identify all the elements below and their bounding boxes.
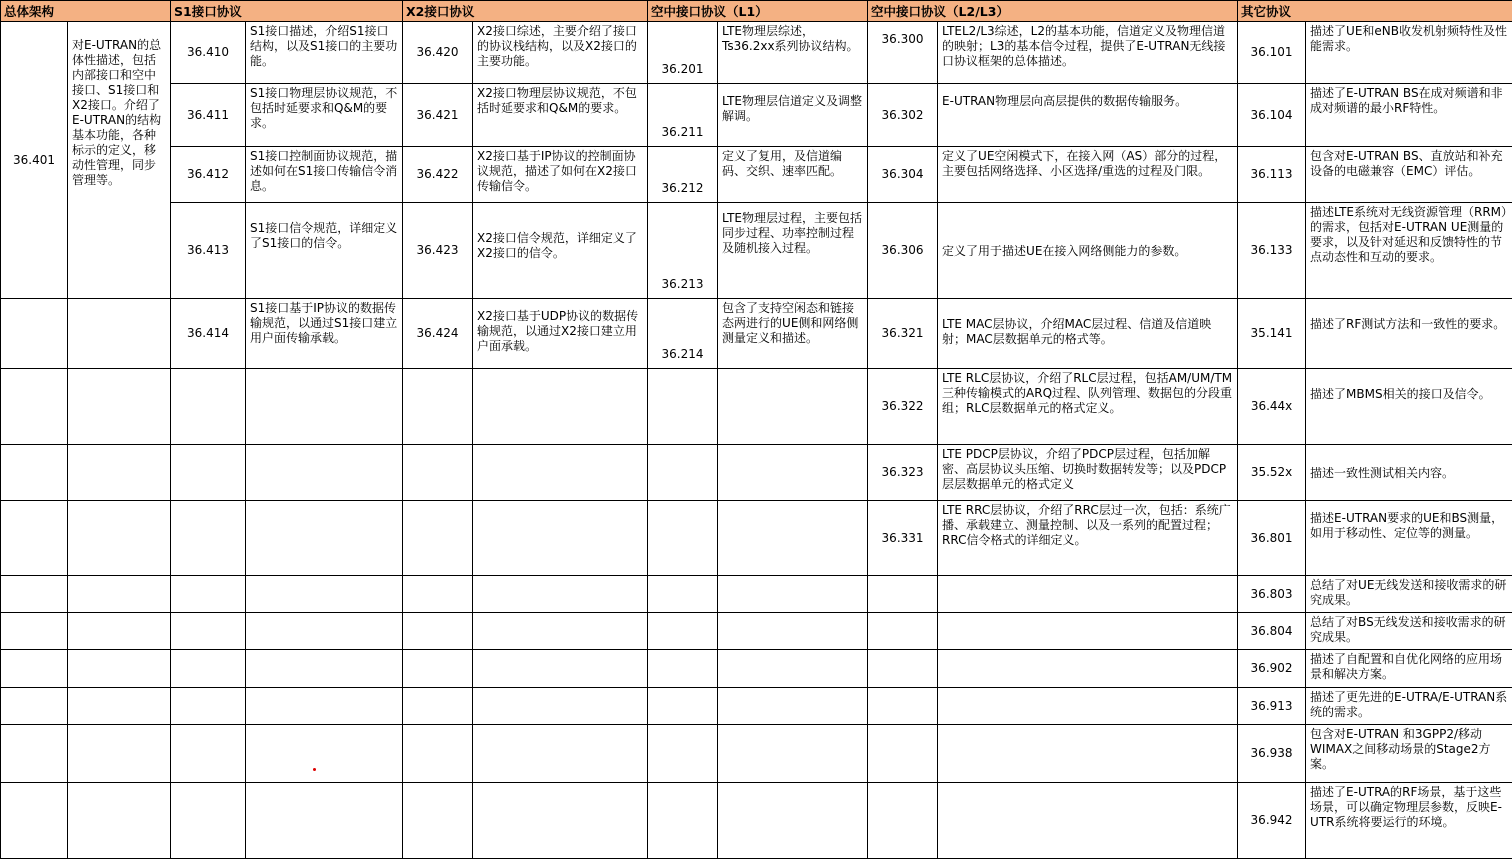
- header-other: 其它协议: [1238, 1, 1512, 22]
- other-desc: 描述了E-UTRA的RF场景，基于这些场景，可以确定物理层参数，反映E-UTR系统将要运行的环境。: [1306, 783, 1512, 859]
- other-num: 35.141: [1238, 299, 1306, 369]
- other-desc: 描述LTE系统对无线资源管理（RRM）的需求，包括对E-UTRAN UE测量的要求，以及针对延迟和反馈特性的节点动态性和互动的要求。: [1306, 203, 1512, 299]
- other-desc: 描述了UE和eNB收发机射频特性及性能需求。: [1306, 22, 1512, 84]
- other-num: 36.942: [1238, 783, 1306, 859]
- header-l1: 空中接口协议（L1）: [648, 1, 868, 22]
- table-row: [1, 688, 1512, 725]
- l1-num: 36.201: [648, 22, 718, 84]
- s1-num: 36.410: [171, 22, 246, 84]
- other-num: 36.803: [1238, 576, 1306, 613]
- x2-num: 36.420: [403, 22, 473, 84]
- other-desc: 描述了E-UTRAN BS在成对频谱和非成对频谱的最小RF特性。: [1306, 84, 1512, 147]
- other-num: 36.44x: [1238, 369, 1306, 445]
- header-overall: 总体架构: [1, 1, 171, 22]
- l23-desc: LTE MAC层协议，介绍MAC层过程、信道及信道映射；MAC层数据单元的格式等。: [938, 299, 1238, 369]
- l1-num: 36.212: [648, 147, 718, 203]
- other-num: 35.52x: [1238, 445, 1306, 501]
- l1-num: 36.213: [648, 203, 718, 299]
- x2-num: 36.424: [403, 299, 473, 369]
- table-row: [1, 147, 1512, 203]
- l1-desc: LTE物理层过程，主要包括同步过程、功率控制过程及随机接入过程。: [718, 203, 868, 299]
- l23-num: 36.331: [868, 501, 938, 576]
- other-num: 36.938: [1238, 725, 1306, 783]
- s1-desc: S1接口基于IP协议的数据传输规范，以通过S1接口建立用户面传输承载。: [246, 299, 403, 369]
- s1-desc: S1接口描述，介绍S1接口结构，以及S1接口的主要功能。: [246, 22, 403, 84]
- other-desc: 描述了MBMS相关的接口及信令。: [1306, 369, 1512, 445]
- other-desc: 总结了对UE无线发送和接收需求的研究成果。: [1306, 576, 1512, 613]
- l1-desc: LTE物理层信道定义及调整解调。: [718, 84, 868, 147]
- l23-num: 36.302: [868, 84, 938, 147]
- x2-num: 36.423: [403, 203, 473, 299]
- other-desc: 描述了自配置和自优化网络的应用场景和解决方案。: [1306, 650, 1512, 688]
- l23-desc: 定义了UE空闲模式下，在接入网（AS）部分的过程，主要包括网络选择、小区选择/重选的过程及门限。: [938, 147, 1238, 203]
- s1-desc: S1接口控制面协议规范，描述如何在S1接口传输信令消息。: [246, 147, 403, 203]
- s1-num: 36.412: [171, 147, 246, 203]
- s1-num: 36.411: [171, 84, 246, 147]
- s1-desc: S1接口信令规范，详细定义了S1接口的信令。: [246, 203, 403, 299]
- s1-desc: S1接口物理层协议规范，不包括时延要求和Q&M的要求。: [246, 84, 403, 147]
- l1-desc: 定义了复用，及信道编码、交织、速率匹配。: [718, 147, 868, 203]
- other-desc: 描述E-UTRAN要求的UE和BS测量，如用于移动性、定位等的测量。: [1306, 501, 1512, 576]
- other-desc: 描述了RF测试方法和一致性的要求。: [1306, 299, 1512, 369]
- x2-desc: X2接口综述，主要介绍了接口的协议栈结构，以及X2接口的主要功能。: [473, 22, 648, 84]
- table-row: [1, 203, 1512, 299]
- other-desc: 包含对E-UTRAN 和3GPP2/移动WIMAX之间移动场景的Stage2方案。: [1306, 725, 1512, 783]
- l23-desc: LTEL2/L3综述，L2的基本功能，信道定义及物理信道的映射；L3的基本信令过程，提供了E-UTRAN无线接口协议框架的总体描述。: [938, 22, 1238, 84]
- red-dot-mark: [313, 768, 316, 771]
- l23-num: 36.322: [868, 369, 938, 445]
- other-num: 36.801: [1238, 501, 1306, 576]
- other-desc: 总结了对BS无线发送和接收需求的研究成果。: [1306, 613, 1512, 650]
- l1-desc: 包含了支持空闲态和链接态两进行的UE侧和网络侧测量定义和描述。: [718, 299, 868, 369]
- table-row: [1, 84, 1512, 147]
- other-num: 36.804: [1238, 613, 1306, 650]
- other-desc: 描述一致性测试相关内容。: [1306, 445, 1512, 501]
- l23-num: 36.300: [868, 22, 938, 84]
- l1-num: 36.214: [648, 299, 718, 369]
- other-desc: 描述了更先进的E-UTRA/E-UTRAN系统的需求。: [1306, 688, 1512, 725]
- x2-num: 36.421: [403, 84, 473, 147]
- table-row: [1, 299, 1512, 369]
- table-row: [1, 576, 1512, 613]
- table-row: [1, 445, 1512, 501]
- x2-desc: X2接口基于UDP协议的数据传输规范，以通过X2接口建立用户面承载。: [473, 299, 648, 369]
- l23-num: 36.306: [868, 203, 938, 299]
- l23-num: 36.323: [868, 445, 938, 501]
- other-num: 36.101: [1238, 22, 1306, 84]
- s1-num: 36.413: [171, 203, 246, 299]
- l23-num: 36.321: [868, 299, 938, 369]
- table-row: [1, 650, 1512, 688]
- other-desc: 包含对E-UTRAN BS、直放站和补充设备的电磁兼容（EMC）评估。: [1306, 147, 1512, 203]
- l23-desc: LTE RLC层协议，介绍了RLC层过程，包括AM/UM/TM三种传输模式的ARQ过程、队列管理、数据包的分段重组；RLC层数据单元的格式定义。: [938, 369, 1238, 445]
- x2-desc: X2接口物理层协议规范，不包括时延要求和Q&M的要求。: [473, 84, 648, 147]
- other-num: 36.913: [1238, 688, 1306, 725]
- table-row: [1, 783, 1512, 859]
- s1-num: 36.414: [171, 299, 246, 369]
- header-l23: 空中接口协议（L2/L3）: [868, 1, 1238, 22]
- l23-desc: E-UTRAN物理层向高层提供的数据传输服务。: [938, 84, 1238, 147]
- l23-num: 36.304: [868, 147, 938, 203]
- l23-desc: LTE PDCP层协议，介绍了PDCP层过程，包括加解密、高层协议头压缩、切换时数据转发等；以及PDCP层层数据单元的格式定义: [938, 445, 1238, 501]
- l23-desc: 定义了用于描述UE在接入网络侧能力的参数。: [938, 203, 1238, 299]
- table-row: [1, 369, 1512, 445]
- l1-desc: LTE物理层综述，Ts36.2xx系列协议结构。: [718, 22, 868, 84]
- table-row: [1, 22, 1512, 84]
- x2-desc: X2接口信令规范，详细定义了X2接口的信令。: [473, 203, 648, 299]
- header-row: [1, 1, 1512, 22]
- other-num: 36.133: [1238, 203, 1306, 299]
- x2-num: 36.422: [403, 147, 473, 203]
- header-x2: X2接口协议: [403, 1, 648, 22]
- other-num: 36.113: [1238, 147, 1306, 203]
- l1-num: 36.211: [648, 84, 718, 147]
- other-num: 36.104: [1238, 84, 1306, 147]
- l23-desc: LTE RRC层协议，介绍了RRC层过一次，包括：系统广播、承载建立、测量控制、以及一系列的配置过程；RRC信令格式的详细定义。: [938, 501, 1238, 576]
- header-s1: S1接口协议: [171, 1, 403, 22]
- other-num: 36.902: [1238, 650, 1306, 688]
- table-row: [1, 613, 1512, 650]
- table-row: [1, 501, 1512, 576]
- overall-num: 36.401: [1, 22, 68, 299]
- x2-desc: X2接口基于IP协议的控制面协议规范，描述了如何在X2接口传输信令。: [473, 147, 648, 203]
- table-row: [1, 725, 1512, 783]
- overall-desc: 对E-UTRAN的总体性描述，包括内部接口和空中接口、S1接口和X2接口。介绍了E-UTRAN的结构基本功能，各种标示的定义，移动性管理，同步管理等。: [68, 22, 171, 299]
